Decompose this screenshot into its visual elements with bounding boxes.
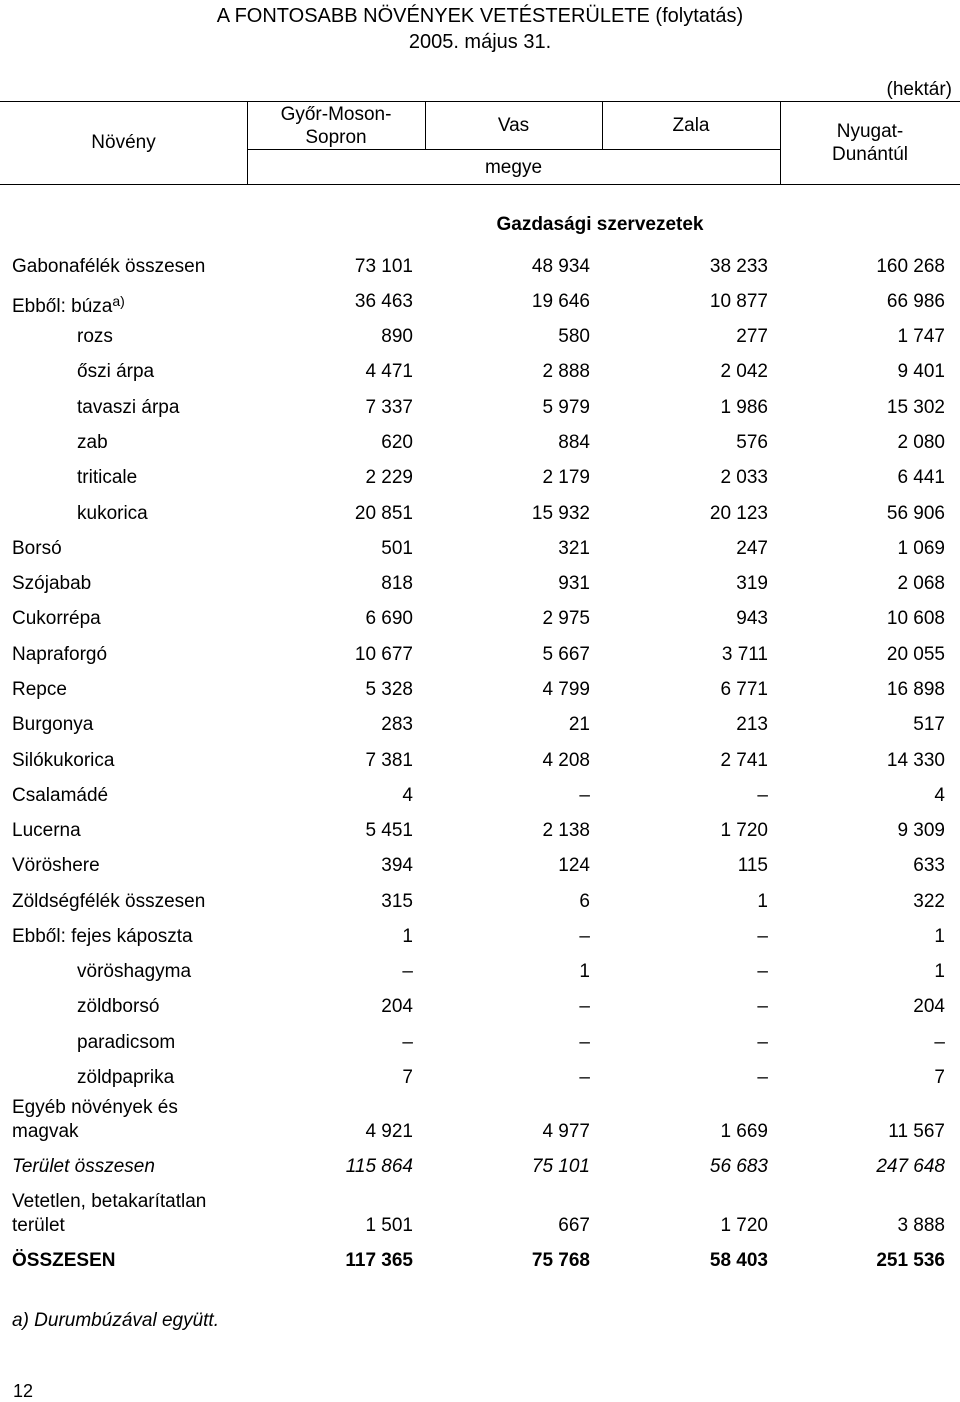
cell-zala: 247 xyxy=(736,538,768,559)
cell-vas: 21 xyxy=(568,714,590,735)
row-label: triticale xyxy=(77,467,138,488)
table-row xyxy=(0,466,960,496)
row-label: tavaszi árpa xyxy=(77,397,180,418)
table-row xyxy=(0,713,960,743)
cell-nyugat: 322 xyxy=(913,891,945,912)
table-row xyxy=(0,1190,960,1240)
cell-vas: 931 xyxy=(558,573,590,594)
cell-nyugat: 14 330 xyxy=(886,750,945,771)
cell-vas: 2 975 xyxy=(542,608,590,629)
cell-vas: 48 934 xyxy=(531,256,590,277)
cell-vas: – xyxy=(579,1032,590,1053)
table-row xyxy=(0,537,960,567)
row-label: zab xyxy=(77,432,108,453)
cell-nyugat: 20 055 xyxy=(886,644,945,665)
table-row xyxy=(0,396,960,426)
cell-vas: – xyxy=(579,1067,590,1088)
header-bottom-rule xyxy=(0,184,960,185)
cell-zala: – xyxy=(757,961,768,982)
header-plant: Növény xyxy=(91,132,156,153)
cell-zala: 277 xyxy=(736,326,768,347)
row-label: zöldborsó xyxy=(77,996,160,1017)
cell-zala: 319 xyxy=(736,573,768,594)
cell-vas: 321 xyxy=(558,538,590,559)
header-megye: megye xyxy=(484,157,543,178)
row-label: zöldpaprika xyxy=(77,1067,175,1088)
row-label: Csalamádé xyxy=(12,785,109,806)
cell-zala: – xyxy=(757,926,768,947)
table-row xyxy=(0,678,960,708)
row-label: Lucerna xyxy=(12,820,81,841)
cell-gyor: 20 851 xyxy=(354,503,413,524)
row-label: rozs xyxy=(77,326,113,347)
cell-vas: 15 932 xyxy=(531,503,590,524)
row-label: vöröshagyma xyxy=(77,961,192,982)
cell-gyor: 1 501 xyxy=(365,1215,413,1236)
row-label: Zöldségfélék összesen xyxy=(12,891,206,912)
row-label-line2: terület xyxy=(12,1215,65,1236)
table-row xyxy=(0,854,960,884)
row-label: Napraforgó xyxy=(12,644,108,665)
table-row xyxy=(0,360,960,390)
row-label: Silókukorica xyxy=(12,750,115,771)
cell-gyor: 1 xyxy=(402,926,413,947)
table-row xyxy=(0,784,960,814)
table-row xyxy=(0,1066,960,1096)
header-nyugat-line1: Nyugat- xyxy=(836,121,904,142)
cell-vas: 6 xyxy=(579,891,590,912)
row-label: Vöröshere xyxy=(12,855,100,876)
cell-gyor: 5 451 xyxy=(365,820,413,841)
cell-gyor: – xyxy=(402,961,413,982)
cell-zala: 1 669 xyxy=(720,1121,768,1142)
cell-gyor: 7 xyxy=(402,1067,413,1088)
section-title: Gazdasági szervezetek xyxy=(496,214,704,235)
cell-gyor: – xyxy=(402,1032,413,1053)
row-label: Terület összesen xyxy=(12,1156,155,1177)
cell-nyugat: 251 536 xyxy=(876,1250,945,1271)
cell-nyugat: 3 888 xyxy=(897,1215,945,1236)
header-zala: Zala xyxy=(672,115,710,136)
cell-gyor: 115 864 xyxy=(345,1156,413,1177)
row-label: Ebből: búza$^{a)}$ xyxy=(12,293,125,317)
table-row xyxy=(0,890,960,920)
cell-vas: 4 799 xyxy=(542,679,590,700)
row-label-line1: Vetetlen, betakarítatlan xyxy=(12,1191,207,1212)
cell-gyor: 5 328 xyxy=(365,679,413,700)
cell-nyugat: 15 302 xyxy=(886,397,945,418)
cell-zala: 3 711 xyxy=(721,644,768,665)
cell-vas: 2 138 xyxy=(542,820,590,841)
cell-vas: 1 xyxy=(579,961,590,982)
table-row xyxy=(0,502,960,532)
cell-nyugat: 2 068 xyxy=(897,573,945,594)
table-row xyxy=(0,1096,960,1146)
cell-vas: – xyxy=(579,785,590,806)
row-label-line2: magvak xyxy=(12,1121,79,1142)
header-nyugat-line2: Dunántúl xyxy=(831,144,909,165)
row-label: Borsó xyxy=(12,538,62,559)
cell-gyor: 73 101 xyxy=(354,256,413,277)
cell-gyor: 283 xyxy=(381,714,413,735)
cell-zala: – xyxy=(757,1067,768,1088)
cell-zala: 1 xyxy=(757,891,768,912)
row-label: őszi árpa xyxy=(77,361,155,382)
table-row xyxy=(0,290,960,320)
cell-gyor: 7 381 xyxy=(365,750,413,771)
header-vas: Vas xyxy=(497,115,530,136)
cell-gyor: 818 xyxy=(381,573,413,594)
cell-vas: 4 208 xyxy=(542,750,590,771)
table-row-subtotal xyxy=(0,1155,960,1185)
cell-vas: 4 977 xyxy=(542,1121,590,1142)
cell-nyugat: 1 069 xyxy=(897,538,945,559)
table-row xyxy=(0,749,960,779)
table-row xyxy=(0,431,960,461)
cell-zala: 1 720 xyxy=(720,820,768,841)
unit-label: (hektár) xyxy=(886,79,952,100)
cell-gyor: 2 229 xyxy=(365,467,413,488)
cell-gyor: 117 365 xyxy=(345,1250,413,1271)
header-top-rule xyxy=(0,101,960,102)
cell-nyugat: 11 567 xyxy=(888,1121,945,1142)
table-row xyxy=(0,960,960,990)
table-row xyxy=(0,925,960,955)
cell-zala: – xyxy=(757,996,768,1017)
cell-nyugat: 66 986 xyxy=(886,291,945,312)
cell-vas: 5 979 xyxy=(542,397,590,418)
cell-zala: 38 233 xyxy=(709,256,768,277)
footnote-marker: a) xyxy=(112,293,125,309)
cell-nyugat: 160 268 xyxy=(876,256,945,277)
cell-nyugat: 633 xyxy=(913,855,945,876)
row-label: Ebből: fejes káposzta xyxy=(12,926,193,947)
cell-zala: 10 877 xyxy=(709,291,768,312)
cell-zala: 56 683 xyxy=(709,1156,768,1177)
row-label: ÖSSZESEN xyxy=(12,1250,116,1271)
row-label: Repce xyxy=(12,679,67,700)
table-row xyxy=(0,819,960,849)
row-label: kukorica xyxy=(77,503,148,524)
cell-gyor: 501 xyxy=(381,538,413,559)
table-row xyxy=(0,572,960,602)
table-row xyxy=(0,607,960,637)
cell-vas: 580 xyxy=(558,326,590,347)
document-title: A FONTOSABB NÖVÉNYEK VETÉSTERÜLETE (folytatás) xyxy=(216,5,744,27)
cell-nyugat: 517 xyxy=(913,714,945,735)
cell-gyor: 36 463 xyxy=(354,291,413,312)
cell-zala: 213 xyxy=(736,714,768,735)
cell-zala: 58 403 xyxy=(709,1250,768,1271)
row-label: Cukorrépa xyxy=(12,608,101,629)
row-label: Burgonya xyxy=(12,714,94,735)
cell-zala: 943 xyxy=(736,608,768,629)
cell-nyugat: 247 648 xyxy=(876,1156,945,1177)
cell-gyor: 4 471 xyxy=(365,361,413,382)
document-date: 2005. május 31. xyxy=(408,31,552,53)
cell-vas: 75 101 xyxy=(531,1156,590,1177)
cell-vas: 5 667 xyxy=(542,644,590,665)
cell-nyugat: 1 xyxy=(934,926,945,947)
cell-gyor: 7 337 xyxy=(365,397,413,418)
cell-zala: 2 042 xyxy=(720,361,768,382)
table-row xyxy=(0,255,960,285)
cell-nyugat: 16 898 xyxy=(886,679,945,700)
table-row xyxy=(0,643,960,673)
cell-nyugat: 2 080 xyxy=(897,432,945,453)
table-row xyxy=(0,325,960,355)
cell-zala: 115 xyxy=(737,855,768,876)
cell-nyugat: 1 xyxy=(934,961,945,982)
cell-vas: – xyxy=(579,926,590,947)
row-label: Szójabab xyxy=(12,573,92,594)
cell-zala: 1 986 xyxy=(720,397,768,418)
cell-zala: – xyxy=(757,1032,768,1053)
row-label-line1: Egyéb növények és xyxy=(12,1097,178,1118)
footnote: a) Durumbúzával együtt. xyxy=(12,1310,219,1331)
cell-nyugat: 4 xyxy=(934,785,945,806)
cell-nyugat: 56 906 xyxy=(886,503,945,524)
cell-gyor: 6 690 xyxy=(365,608,413,629)
cell-zala: 576 xyxy=(736,432,768,453)
cell-nyugat: 10 608 xyxy=(886,608,945,629)
cell-zala: 2 033 xyxy=(720,467,768,488)
cell-zala: 6 771 xyxy=(720,679,768,700)
cell-nyugat: 6 441 xyxy=(897,467,945,488)
cell-zala: – xyxy=(757,785,768,806)
cell-zala: 1 720 xyxy=(720,1215,768,1236)
cell-nyugat: 204 xyxy=(913,996,945,1017)
cell-vas: – xyxy=(579,996,590,1017)
table-row xyxy=(0,995,960,1025)
cell-nyugat: – xyxy=(934,1032,945,1053)
table-row xyxy=(0,1031,960,1061)
cell-vas: 19 646 xyxy=(531,291,590,312)
cell-nyugat: 1 747 xyxy=(897,326,945,347)
page-number: 12 xyxy=(13,1381,34,1401)
cell-vas: 884 xyxy=(558,432,590,453)
table-row-total xyxy=(0,1249,960,1279)
cell-gyor: 394 xyxy=(381,855,413,876)
cell-vas: 75 768 xyxy=(531,1250,590,1271)
header-gyor-line2: Sopron xyxy=(305,127,367,148)
cell-gyor: 10 677 xyxy=(354,644,413,665)
row-label: Gabonafélék összesen xyxy=(12,256,206,277)
cell-gyor: 315 xyxy=(381,891,413,912)
cell-nyugat: 7 xyxy=(934,1067,945,1088)
cell-gyor: 620 xyxy=(381,432,413,453)
cell-zala: 20 123 xyxy=(709,503,768,524)
cell-vas: 667 xyxy=(558,1215,590,1236)
cell-gyor: 204 xyxy=(381,996,413,1017)
header-gyor-line1: Győr-Moson- xyxy=(280,104,392,125)
cell-vas: 2 888 xyxy=(542,361,590,382)
cell-vas: 124 xyxy=(558,855,590,876)
cell-vas: 2 179 xyxy=(542,467,590,488)
header-mid-rule xyxy=(247,149,780,150)
cell-zala: 2 741 xyxy=(720,750,768,771)
cell-gyor: 890 xyxy=(381,326,413,347)
row-label: paradicsom xyxy=(77,1032,176,1053)
cell-nyugat: 9 401 xyxy=(897,361,945,382)
cell-nyugat: 9 309 xyxy=(897,820,945,841)
cell-gyor: 4 921 xyxy=(365,1121,413,1142)
cell-gyor: 4 xyxy=(402,785,413,806)
